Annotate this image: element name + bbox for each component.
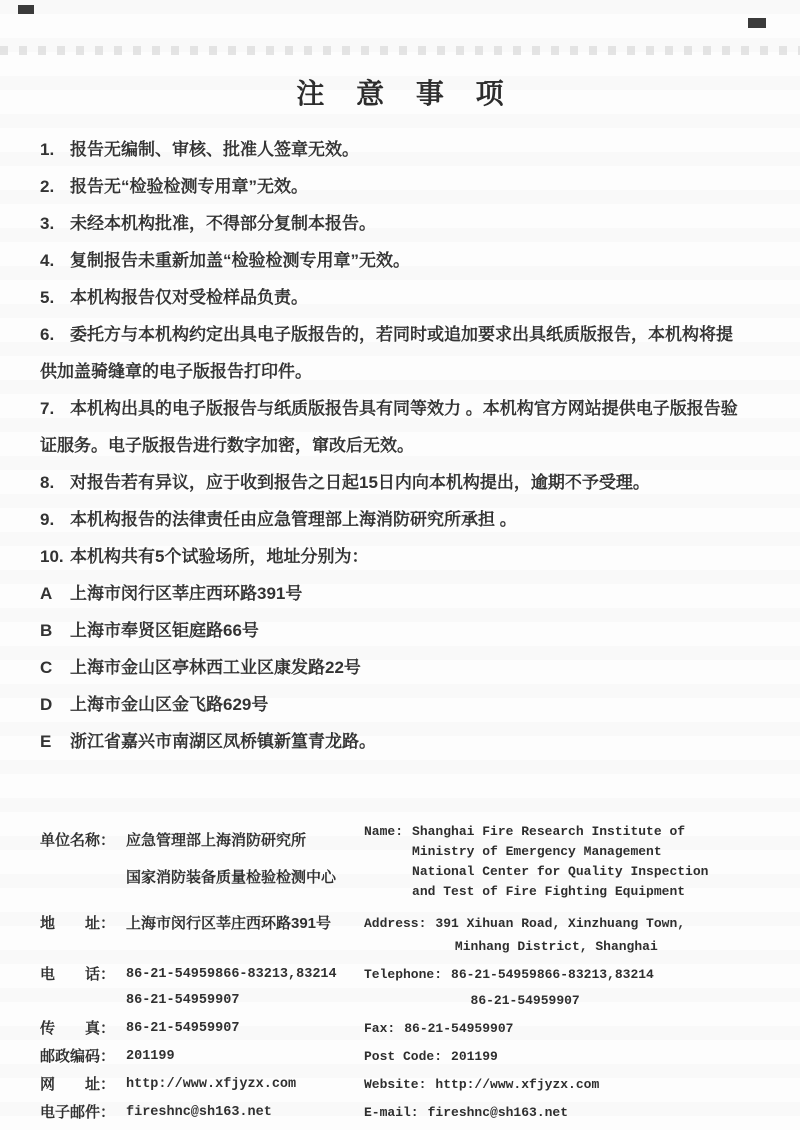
notice-text: 复制报告未重新加盖“检验检测专用章”无效。 — [70, 251, 410, 270]
page-title: 注 意 事 项 — [296, 78, 516, 109]
org-name-zh-line1: 应急管理部上海消防研究所 — [126, 832, 307, 849]
scan-speck-top-right — [748, 18, 766, 28]
contact-fax-zh — [40, 1016, 364, 1042]
notice-text: 报告无“检验检测专用章”无效。 — [70, 177, 308, 196]
site-item-a — [40, 575, 740, 612]
contact-row-email — [40, 1100, 772, 1126]
site-address: 上海市闵行区莘庄西环路391号 — [70, 584, 303, 603]
contact-label-en: Address: — [364, 916, 427, 931]
contact-postcode-en — [364, 1044, 772, 1070]
notice-number: 3. — [40, 214, 55, 233]
notice-number: 10. — [40, 547, 64, 566]
notice-text: 报告无编制、审核、批准人签章无效。 — [70, 140, 359, 159]
postcode-en: 201199 — [451, 1049, 498, 1064]
telephone-en-line2: 86-21-54959907 — [470, 993, 580, 1008]
notice-number: 4. — [40, 251, 55, 270]
site-letter: A — [40, 584, 53, 603]
contact-label-zh: 网 址： — [40, 1076, 116, 1093]
contact-email-en — [364, 1100, 772, 1126]
notice-item-7 — [40, 390, 740, 464]
notice-text: 本机构报告仅对受检样品负责。 — [70, 288, 308, 307]
notices-list — [40, 131, 740, 760]
site-item-e — [40, 723, 740, 760]
contact-label-zh: 电子邮件： — [40, 1104, 116, 1121]
contact-row-address — [40, 912, 772, 958]
contact-label-zh: 电 话： — [40, 966, 116, 983]
notice-text: 本机构报告的法律责任由应急管理部上海消防研究所承担 。 — [70, 510, 517, 529]
telephone-zh-line1: 86-21-54959866-83213,83214 — [126, 967, 337, 982]
email-en: fireshnc@sh163.net — [427, 1105, 569, 1120]
telephone-en-line1: 86-21-54959866-83213,83214 — [451, 967, 654, 982]
contact-telephone-en — [364, 962, 772, 1014]
scan-speck-top-left — [18, 5, 34, 14]
telephone-zh-line2: 86-21-54959907 — [126, 993, 240, 1008]
org-name-en-line1: Shanghai Fire Research Institute of — [412, 824, 686, 839]
contact-label-zh: 传 真： — [40, 1020, 116, 1037]
postcode-zh: 201199 — [126, 1049, 175, 1064]
site-letter: B — [40, 621, 53, 640]
contact-telephone-zh — [40, 962, 364, 1014]
email-zh: fireshnc@sh163.net — [126, 1105, 272, 1120]
notice-item-4 — [40, 242, 740, 279]
contact-row-postcode — [40, 1044, 772, 1070]
contact-label-zh: 地 址： — [40, 915, 116, 932]
site-letter: C — [40, 658, 53, 677]
notice-number: 2. — [40, 177, 55, 196]
contact-website-en — [364, 1072, 772, 1098]
notice-text: 本机构出具的电子版报告与纸质版报告具有同等效力 。本机构官方网站提供电子版报告验证服务。电子版报告进行数字加密，窜改后无效。 — [40, 399, 738, 455]
contact-postcode-zh — [40, 1044, 364, 1070]
notice-item-10 — [40, 538, 740, 575]
site-item-b — [40, 612, 740, 649]
contact-row-name — [40, 822, 772, 902]
contact-name-zh — [40, 822, 364, 902]
website-zh: http://www.xfjyzx.com — [126, 1077, 297, 1092]
contact-label-en: Name: — [364, 824, 404, 839]
site-item-c — [40, 649, 740, 686]
address-zh: 上海市闵行区莘庄西环路391号 — [126, 915, 332, 932]
contact-label-en: Fax: — [364, 1021, 396, 1036]
notice-item-1 — [40, 131, 740, 168]
org-name-en-line3: National Center for Quality Inspection — [412, 864, 709, 879]
site-address: 上海市金山区亭林西工业区康发路22号 — [70, 658, 361, 677]
address-en-line1: 391 Xihuan Road, Xinzhuang Town, — [435, 916, 686, 931]
notice-number: 5. — [40, 288, 55, 307]
contact-block — [40, 822, 772, 1128]
contact-row-telephone — [40, 962, 772, 1014]
contact-label-en: Post Code: — [364, 1049, 443, 1064]
notice-number: 1. — [40, 140, 55, 159]
notice-number: 7. — [40, 399, 55, 418]
contact-name-en — [364, 822, 772, 902]
contact-label-zh: 单位名称： — [40, 832, 116, 849]
contact-fax-en — [364, 1016, 772, 1042]
website-en: http://www.xfjyzx.com — [435, 1077, 600, 1092]
contact-label-en: E-mail: — [364, 1105, 419, 1120]
notice-number: 9. — [40, 510, 55, 529]
site-address: 浙江省嘉兴市南湖区凤桥镇新篁青龙路。 — [70, 732, 376, 751]
contact-email-zh — [40, 1100, 364, 1126]
notice-text: 本机构共有5个试验场所，地址分别为： — [70, 547, 369, 566]
site-address: 上海市金山区金飞路629号 — [70, 695, 269, 714]
notice-text: 委托方与本机构约定出具电子版报告的，若同时或追加要求出具纸质版报告，本机构将提供加盖骑缝章的电子版报告打印件。 — [40, 325, 733, 381]
contact-website-zh — [40, 1072, 364, 1098]
notice-text: 未经本机构批准，不得部分复制本报告。 — [70, 214, 376, 233]
contact-label-en: Telephone: — [364, 967, 443, 982]
site-letter: D — [40, 695, 53, 714]
contact-label-zh: 邮政编码： — [40, 1048, 116, 1065]
address-en-line2: Minhang District, Shanghai — [454, 939, 658, 954]
contact-address-en — [364, 912, 772, 958]
dashed-separator — [0, 46, 800, 55]
notice-item-2 — [40, 168, 740, 205]
notice-item-8 — [40, 464, 740, 501]
notice-number: 8. — [40, 473, 55, 492]
notice-number: 6. — [40, 325, 55, 344]
site-letter: E — [40, 732, 52, 751]
notice-item-6 — [40, 316, 740, 390]
notice-item-9 — [40, 501, 740, 538]
org-name-en-line2: Ministry of Emergency Management — [412, 844, 662, 859]
notice-item-5 — [40, 279, 740, 316]
notice-text: 对报告若有异议，应于收到报告之日起15日内向本机构提出，逾期不予受理。 — [70, 473, 650, 492]
contact-row-website — [40, 1072, 772, 1098]
fax-zh: 86-21-54959907 — [126, 1021, 240, 1036]
org-name-zh-line2: 国家消防装备质量检验检测中心 — [126, 869, 337, 886]
notice-item-3 — [40, 205, 740, 242]
contact-row-fax — [40, 1016, 772, 1042]
org-name-en-line4: and Test of Fire Fighting Equipment — [412, 884, 686, 899]
site-address: 上海市奉贤区钜庭路66号 — [70, 621, 259, 640]
site-item-d — [40, 686, 740, 723]
fax-en: 86-21-54959907 — [404, 1021, 514, 1036]
contact-address-zh — [40, 912, 364, 958]
contact-label-en: Website: — [364, 1077, 427, 1092]
